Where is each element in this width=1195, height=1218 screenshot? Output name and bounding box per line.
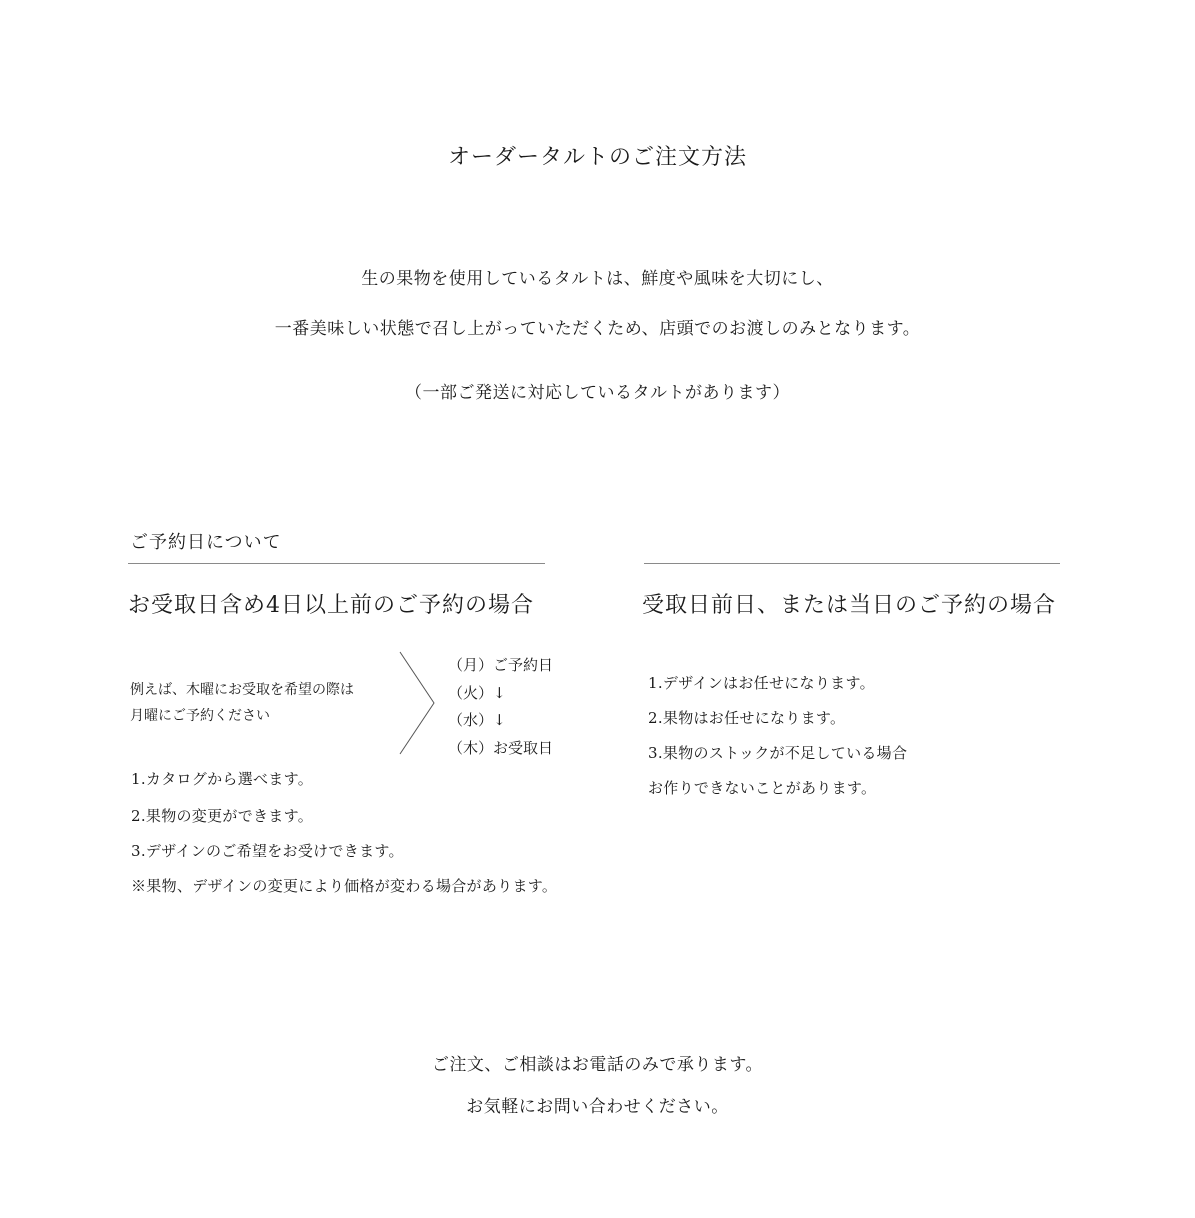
footer-contact-line: ご注文、ご相談はお電話のみで承ります。 — [431, 1055, 764, 1075]
page-title: オーダータルトのご注文方法 — [447, 145, 747, 170]
example-line-2: 月曜にご予約ください — [130, 708, 270, 724]
left-item-2: 2.果物の変更ができます。 — [131, 807, 314, 825]
right-column-divider — [644, 563, 1060, 564]
intro-note: （一部ご発送に対応しているタルトがあります） — [405, 383, 790, 403]
left-item-3: 3.デザインのご希望をお受けできます。 — [131, 842, 404, 860]
right-item-2: 2.果物はお任せになります。 — [648, 709, 846, 727]
section-label-reservation-date: ご予約日について — [130, 532, 282, 553]
schedule-monday: （月）ご予約日 — [448, 656, 554, 674]
left-column-divider — [128, 563, 545, 564]
right-column-heading: 受取日前日、または当日のご予約の場合 — [642, 593, 1057, 618]
schedule-tuesday: （火）↓ — [448, 684, 506, 702]
schedule-wednesday: （水）↓ — [448, 711, 506, 729]
left-item-1: 1.カタログから選べます。 — [131, 770, 314, 788]
chevron-arrow-icon — [396, 650, 440, 758]
intro-line-2: 一番美味しい状態で召し上がっていただくため、店頭でのお渡しのみとなります。 — [274, 319, 921, 339]
right-item-1: 1.デザインはお任せになります。 — [648, 674, 875, 692]
right-item-3-continued: お作りできないことがあります。 — [648, 779, 877, 797]
left-column-heading: お受取日含め4日以上前のご予約の場合 — [128, 593, 534, 618]
left-note: ※果物、デザインの変更により価格が変わる場合があります。 — [131, 877, 558, 895]
right-item-3: 3.果物のストックが不足している場合 — [648, 744, 908, 762]
example-line-1: 例えば、木曜にお受取を希望の際は — [130, 682, 354, 698]
schedule-thursday: （木）お受取日 — [448, 739, 554, 757]
footer-inquiry-line: お気軽にお問い合わせください。 — [466, 1097, 729, 1117]
intro-line-1: 生の果物を使用しているタルトは、鮮度や風味を大切にし、 — [361, 269, 834, 289]
